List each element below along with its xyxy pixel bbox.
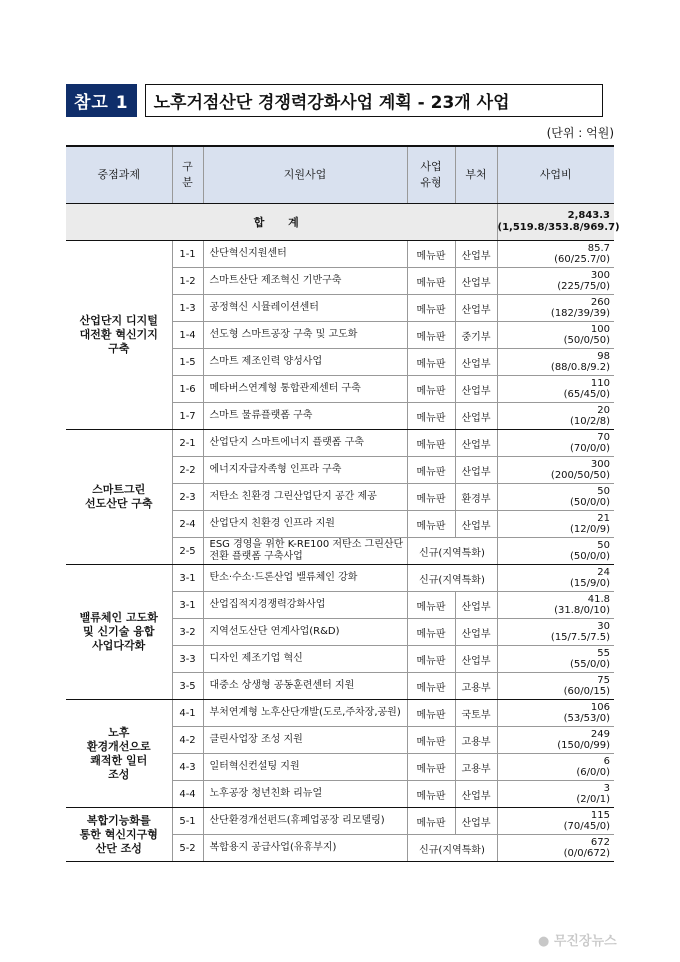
ministry: 산업부 [455,403,497,430]
project-type: 메뉴판 [407,376,455,403]
row-number: 4-4 [172,781,203,808]
budget-breakdown: (70/45/0) [563,821,610,832]
budget-breakdown: (53/53/0) [563,713,610,724]
watermark-logo: ● 무진장뉴스 [538,934,617,949]
budget-amount: 300 [590,459,610,470]
budget-breakdown: (65/45/0) [563,389,610,400]
budget-amount: 24 [597,567,610,578]
ministry: 산업부 [455,592,497,619]
project-name: 부처연계형 노후산단개발(도로,주차장,공원) [203,700,407,727]
budget-amount: 300 [590,270,610,281]
ministry: 국토부 [455,700,497,727]
project-name: 스마트 물류플랫폼 구축 [203,403,407,430]
budget-cell [497,295,614,322]
budget-cell [497,646,614,673]
row-number: 4-1 [172,700,203,727]
budget-cell [497,619,614,646]
budget-cell [497,268,614,295]
row-number: 2-3 [172,484,203,511]
row-number: 2-5 [172,538,203,565]
project-type: 메뉴판 [407,781,455,808]
project-name: 선도형 스마트공장 구축 및 고도화 [203,322,407,349]
row-number: 1-5 [172,349,203,376]
budget-breakdown: (70/0/0) [570,443,610,454]
total-amount-cell [497,204,620,241]
budget-breakdown: (2/0/1) [576,794,610,805]
ministry: 산업부 [455,781,497,808]
ministry: 산업부 [455,268,497,295]
budget-amount: 3 [603,783,610,794]
budget-cell [497,403,614,430]
group-name: 산업단지 디지털 대전환 혁신기지 구축 [66,241,172,430]
table-header-row [66,146,614,204]
project-name: 에너지자급자족형 인프라 구축 [203,457,407,484]
budget-amount: 110 [590,378,610,389]
ministry: 산업부 [455,295,497,322]
row-number: 5-2 [172,835,203,862]
row-number: 3-1 [172,565,203,592]
budget-cell [497,781,614,808]
project-type: 메뉴판 [407,403,455,430]
project-name: 산업집적지경쟁력강화사업 [203,592,407,619]
ministry: 고용부 [455,673,497,700]
ministry: 중기부 [455,322,497,349]
project-type: 메뉴판 [407,592,455,619]
row-number: 4-2 [172,727,203,754]
reference-badge: 참고 1 [66,84,137,117]
project-name: 메타버스연계형 통합관제센터 구축 [203,376,407,403]
row-number: 2-2 [172,457,203,484]
budget-amount: 100 [590,324,610,335]
budget-cell [497,484,614,511]
ministry: 고용부 [455,727,497,754]
budget-amount: 70 [597,432,610,443]
project-type: 메뉴판 [407,241,455,268]
budget-breakdown: (182/39/39) [550,308,610,319]
project-type: 메뉴판 [407,430,455,457]
budget-amount: 6 [603,756,610,767]
table-row [66,430,614,457]
ministry: 산업부 [455,646,497,673]
total-label: 합 계 [66,204,497,241]
project-name: 지역선도산단 연계사업(R&D) [203,619,407,646]
budget-breakdown: (50/0/50) [563,335,610,346]
budget-amount: 106 [590,702,610,713]
budget-cell [497,349,614,376]
budget-cell [497,673,614,700]
ministry: 환경부 [455,484,497,511]
budget-breakdown: (10/2/8) [570,416,610,427]
col-header-budget: 사업비 [497,146,614,204]
row-number: 3-1 [172,592,203,619]
ministry: 산업부 [455,619,497,646]
ministry: 산업부 [455,241,497,268]
budget-breakdown: (55/0/0) [570,659,610,670]
project-name: 스마트산단 제조혁신 기반구축 [203,268,407,295]
project-name: 저탄소 친환경 그린산업단지 공간 제공 [203,484,407,511]
budget-cell [497,754,614,781]
ministry: 산업부 [455,376,497,403]
table-row [66,700,614,727]
budget-breakdown: (50/0/0) [570,497,610,508]
project-type: 신규(지역특화) [407,565,497,592]
row-number: 2-1 [172,430,203,457]
col-header-group: 중점과제 [66,146,172,204]
ministry: 고용부 [455,754,497,781]
budget-amount: 50 [597,486,610,497]
group-name: 복합기능화를 통한 혁신지구형 산단 조성 [66,808,172,862]
table-row [66,241,614,268]
row-number: 3-5 [172,673,203,700]
ministry: 산업부 [455,457,497,484]
row-number: 2-4 [172,511,203,538]
budget-amount: 98 [597,351,610,362]
row-number: 1-6 [172,376,203,403]
col-header-project: 지원사업 [203,146,407,204]
project-name: 산단혁신지원센터 [203,241,407,268]
unit-note: (단위 : 억원) [546,126,614,140]
budget-breakdown: (50/0/0) [570,551,610,562]
row-number: 3-2 [172,619,203,646]
col-header-division: 구 분 [172,146,203,204]
row-number: 4-3 [172,754,203,781]
budget-cell [497,538,614,565]
project-type: 메뉴판 [407,268,455,295]
project-name: 대중소 상생형 공동훈련센터 지원 [203,673,407,700]
budget-breakdown: (0/0/672) [563,848,610,859]
budget-amount: 30 [597,621,610,632]
project-type: 메뉴판 [407,349,455,376]
budget-cell [497,592,614,619]
col-header-ministry: 부처 [455,146,497,204]
budget-cell [497,457,614,484]
budget-amount: 249 [590,729,610,740]
row-number: 1-4 [172,322,203,349]
total-amount: 2,843.3 [567,210,610,221]
budget-cell [497,430,614,457]
budget-cell [497,565,614,592]
project-name: 클린사업장 조성 지원 [203,727,407,754]
project-name: 탄소·수소·드론산업 밸류체인 강화 [203,565,407,592]
budget-breakdown: (88/0.8/9.2) [550,362,610,373]
project-type: 메뉴판 [407,673,455,700]
budget-cell [497,808,614,835]
project-type: 메뉴판 [407,646,455,673]
project-type: 메뉴판 [407,457,455,484]
ministry: 산업부 [455,808,497,835]
budget-amount: 115 [590,810,610,821]
budget-amount: 50 [597,540,610,551]
budget-cell [497,727,614,754]
budget-amount: 21 [597,513,610,524]
project-name: 노후공장 청년친화 리뉴얼 [203,781,407,808]
project-name: 디자인 제조기업 혁신 [203,646,407,673]
project-name: 산업단지 스마트에너지 플랫폼 구축 [203,430,407,457]
project-type: 메뉴판 [407,484,455,511]
budget-breakdown: (150/0/99) [557,740,610,751]
budget-breakdown: (200/50/50) [550,470,610,481]
project-type: 메뉴판 [407,511,455,538]
budget-cell [497,376,614,403]
budget-cell [497,835,614,862]
budget-cell [497,322,614,349]
budget-breakdown: (225/75/0) [557,281,610,292]
row-number: 5-1 [172,808,203,835]
ministry: 산업부 [455,430,497,457]
budget-amount: 85.7 [587,243,610,254]
project-name: 공정혁신 시뮬레이션센터 [203,295,407,322]
budget-breakdown: (6/0/0) [576,767,610,778]
total-breakdown: (1,519.8/353.8/969.7) [497,222,620,233]
budget-amount: 260 [590,297,610,308]
budget-amount: 55 [597,648,610,659]
project-name: 복합용지 공급사업(유휴부지) [203,835,407,862]
project-type: 메뉴판 [407,754,455,781]
project-type: 신규(지역특화) [407,835,497,862]
budget-cell [497,241,614,268]
budget-breakdown: (15/7.5/7.5) [550,632,610,643]
ministry: 산업부 [455,511,497,538]
budget-breakdown: (12/0/9) [570,524,610,535]
budget-breakdown: (60/0/15) [563,686,610,697]
budget-breakdown: (31.8/0/10) [554,605,610,616]
project-type: 메뉴판 [407,295,455,322]
title-bar [66,84,603,117]
budget-breakdown: (60/25.7/0) [554,254,610,265]
group-name: 노후 환경개선으로 쾌적한 일터 조성 [66,700,172,808]
project-name: 일터혁신컨설팅 지원 [203,754,407,781]
row-number: 1-7 [172,403,203,430]
row-number: 1-2 [172,268,203,295]
project-name: 산업단지 친환경 인프라 지원 [203,511,407,538]
project-name: 산단환경개선펀드(휴폐업공장 리모델링) [203,808,407,835]
group-name: 스마트그린 선도산단 구축 [66,430,172,565]
table-row [66,565,614,592]
col-header-type: 사업 유형 [407,146,455,204]
total-row [66,204,614,241]
budget-breakdown: (15/9/0) [570,578,610,589]
project-type: 메뉴판 [407,700,455,727]
project-type: 메뉴판 [407,808,455,835]
budget-amount: 41.8 [587,594,610,605]
ministry: 산업부 [455,349,497,376]
budget-amount: 672 [590,837,610,848]
project-type: 메뉴판 [407,619,455,646]
row-number: 1-1 [172,241,203,268]
project-name: 스마트 제조인력 양성사업 [203,349,407,376]
row-number: 3-3 [172,646,203,673]
budget-amount: 75 [597,675,610,686]
project-type: 메뉴판 [407,322,455,349]
table-row [66,808,614,835]
budget-cell [497,511,614,538]
project-name: ESG 경영을 위한 K-RE100 저탄소 그린산단 전환 플랫폼 구축사업 [203,538,407,565]
budget-cell [497,700,614,727]
budget-amount: 20 [597,405,610,416]
row-number: 1-3 [172,295,203,322]
page-title: 노후거점산단 경쟁력강화사업 계획 - 23개 사업 [145,84,603,117]
project-type: 메뉴판 [407,727,455,754]
group-name: 밸류체인 고도화 및 신기술 융합 사업다각화 [66,565,172,700]
project-table [66,145,620,862]
project-type: 신규(지역특화) [407,538,497,565]
